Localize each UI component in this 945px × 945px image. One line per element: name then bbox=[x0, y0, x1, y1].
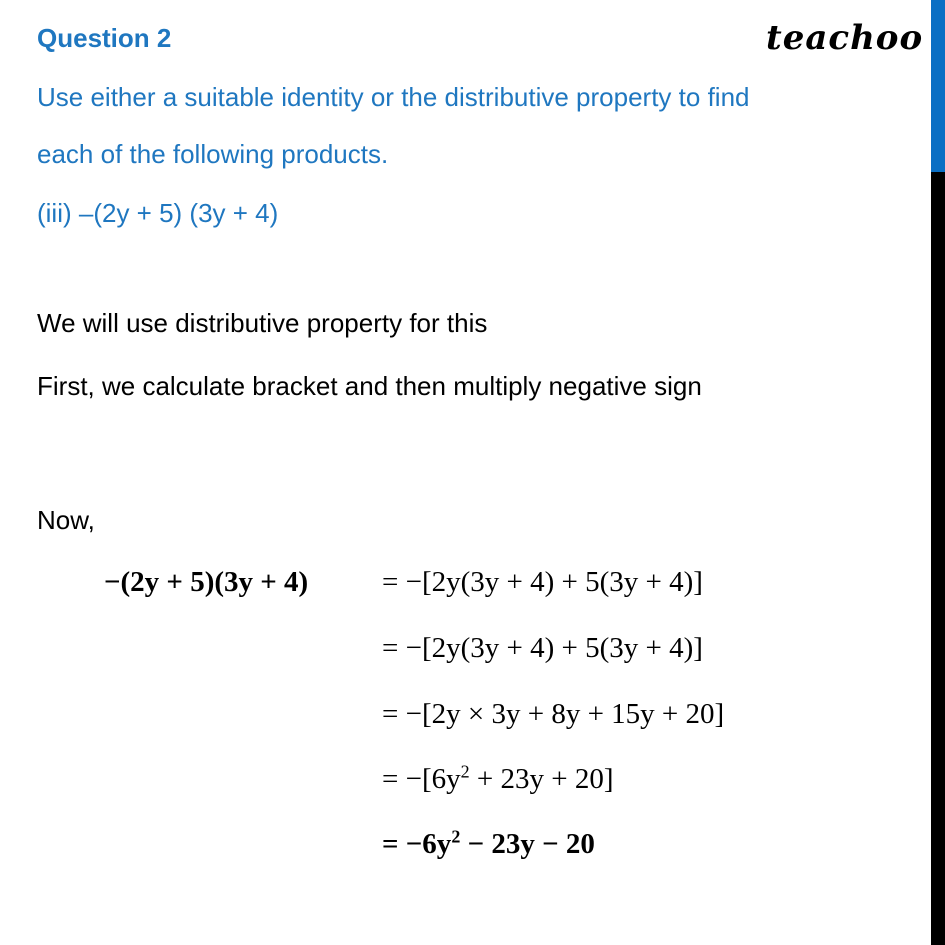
question-part: (iii) –(2y + 5) (3y + 4) bbox=[37, 198, 279, 228]
question-title: Question 2 bbox=[37, 23, 172, 53]
math-text: − 23y − 20 bbox=[460, 828, 595, 860]
question-text-line1: Use either a suitable identity or the distributive property to find bbox=[37, 82, 750, 112]
math-text: = −[2y(3y + 4) + 5(3y + 4)] bbox=[382, 632, 703, 664]
question-text-line2: each of the following products. bbox=[37, 139, 389, 169]
scrollbar-thumb[interactable] bbox=[931, 0, 945, 172]
math-text: = −6y bbox=[382, 828, 452, 860]
now-label: Now, bbox=[37, 505, 95, 535]
math-lhs: −(2y + 5)(3y + 4) bbox=[104, 566, 309, 598]
exponent: 2 bbox=[460, 761, 470, 782]
math-text: = −[2y × 3y + 8y + 15y + 20] bbox=[382, 698, 725, 730]
teachoo-logo: teachoo bbox=[766, 18, 924, 58]
math-step bbox=[382, 761, 614, 795]
math-text: = −[6y bbox=[382, 763, 461, 795]
explanation-line2: First, we calculate bracket and then multiply negative sign bbox=[37, 371, 702, 401]
scrollbar-track[interactable] bbox=[931, 172, 945, 945]
math-step bbox=[382, 634, 703, 663]
math-step bbox=[382, 700, 724, 729]
math-text: + 23y + 20] bbox=[469, 763, 614, 795]
math-step bbox=[382, 826, 595, 860]
explanation-line1: We will use distributive property for this bbox=[37, 308, 488, 338]
math-text: = −[2y(3y + 4) + 5(3y + 4)] bbox=[382, 566, 703, 598]
math-step bbox=[382, 568, 703, 597]
exponent: 2 bbox=[451, 826, 461, 847]
